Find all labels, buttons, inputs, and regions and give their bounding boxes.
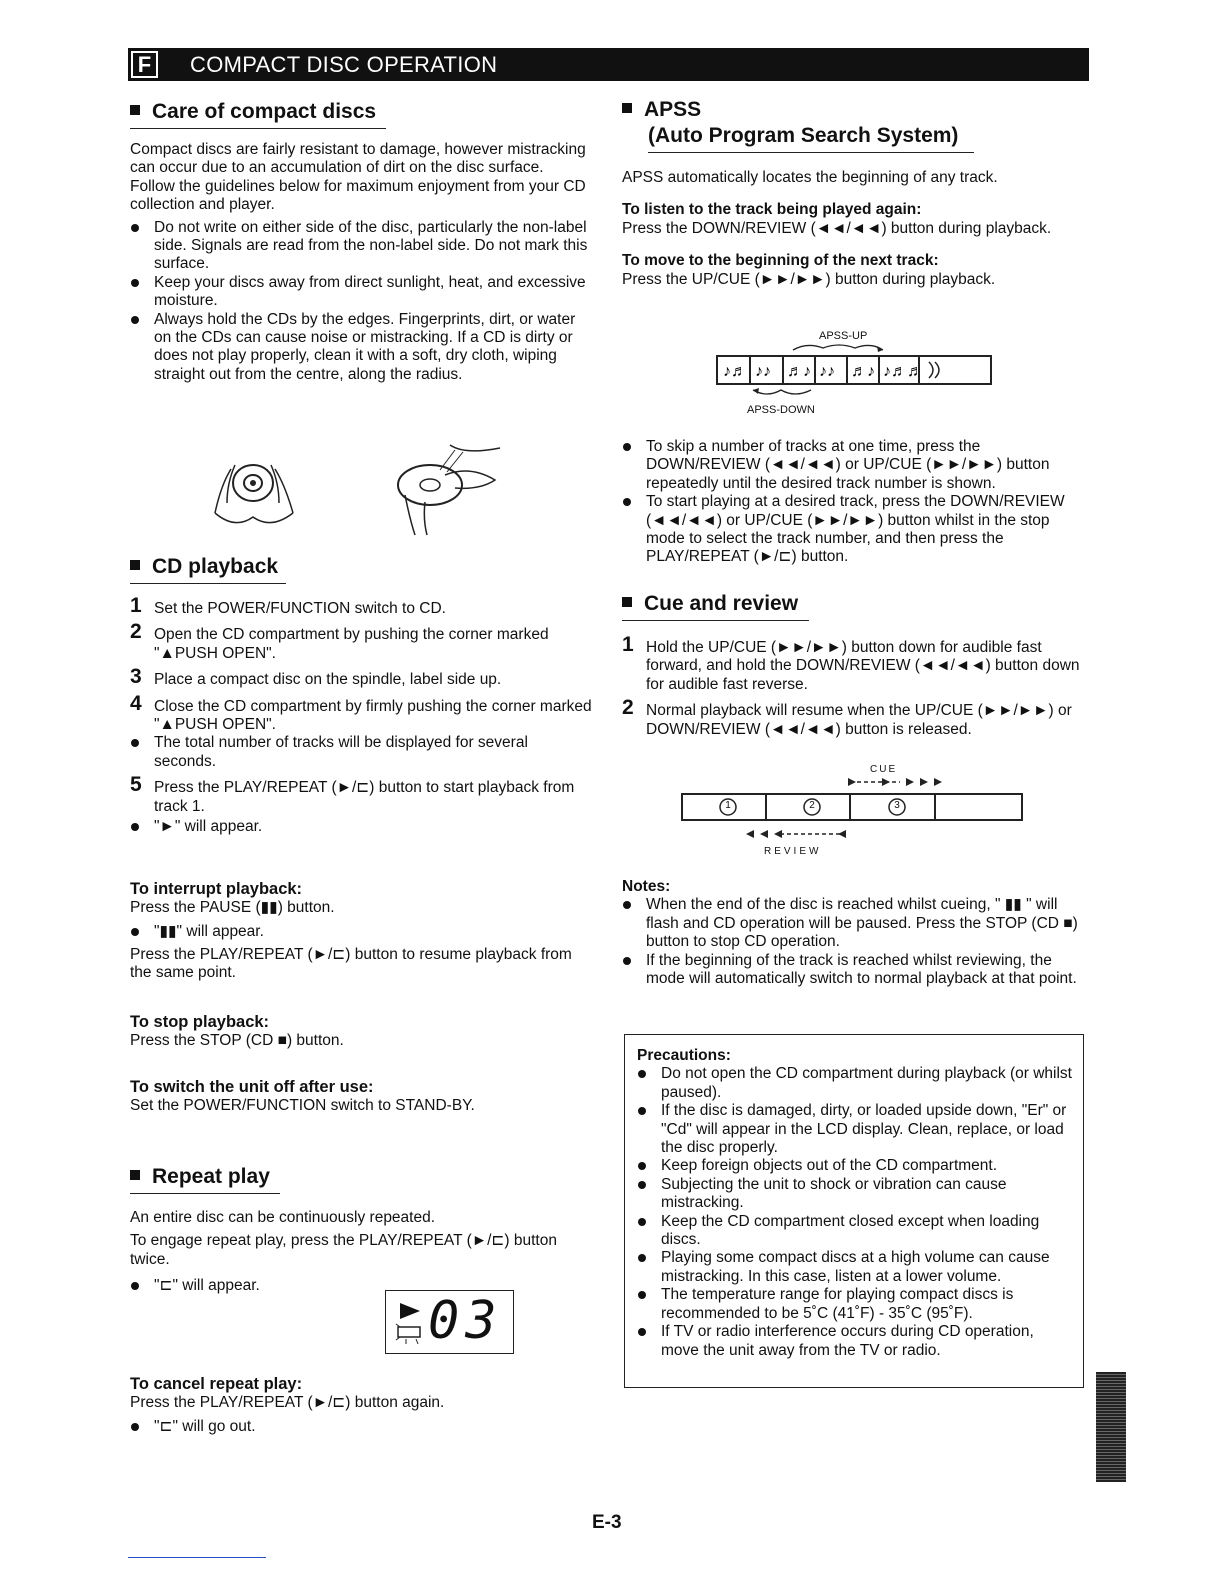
notes-section (622, 878, 1092, 988)
precautions-title: Precautions: (637, 1047, 731, 1064)
apss-section (622, 98, 1092, 289)
switch-off-section (130, 1078, 592, 1115)
playback-heading (130, 555, 592, 584)
cue-step (622, 696, 1092, 739)
notes-bullet: When the end of the disc is reached whilst cueing, " ▮▮ " will flash and CD operation will be paused. Press the STOP (CD ■) button to stop CD operation. (622, 896, 1092, 951)
step-text: Place a compact disc on the spindle, label side up. (154, 671, 502, 689)
step-number: 1 (622, 633, 634, 656)
playback-underline (130, 583, 286, 584)
cue-diagram (680, 762, 1030, 862)
track-number: 1 (725, 800, 731, 811)
cue-section (622, 592, 1092, 739)
svg-text:♪♬♬: ♪♬♬ (883, 363, 923, 380)
cue-heading (622, 592, 1092, 621)
switch-off-title: To switch the unit off after use: (130, 1078, 374, 1096)
care-heading (130, 100, 376, 129)
svg-text:♬♪: ♬♪ (787, 363, 811, 380)
cancel-repeat-title: To cancel repeat play: (130, 1375, 303, 1393)
care-intro-1: Compact discs are fairly resistant to damage, however mistracking can occur due to an accumulation of dirt on the disc surface. (130, 141, 586, 177)
playback-step (130, 594, 592, 618)
cleaning-disc-illustration (385, 440, 515, 540)
heading-square-icon (622, 597, 632, 607)
repeat-indicator-icon (398, 1327, 420, 1337)
track-number: 3 (894, 800, 900, 811)
svg-text:♪♪: ♪♪ (755, 363, 771, 380)
repeat-section (130, 1165, 592, 1296)
apss-title-2: (Auto Program Search System) (648, 124, 959, 147)
playback-bullet: "►" will appear. (130, 818, 592, 836)
page-edge-tab (1096, 1372, 1126, 1482)
interrupt-line-1: Press the PAUSE (▮▮) button. (130, 899, 335, 916)
section-title: COMPACT DISC OPERATION (190, 52, 498, 77)
step-number: 4 (130, 691, 142, 715)
svg-text:♪♬: ♪♬ (723, 363, 747, 380)
precaution-bullet: Do not open the CD compartment during playback (or whilst paused). (637, 1065, 1073, 1102)
svg-text:♪♪: ♪♪ (819, 363, 835, 380)
stop-section (130, 1013, 592, 1050)
apss-intro: APSS automatically locates the beginning of any track. (622, 169, 998, 186)
interrupt-section (130, 880, 592, 983)
switch-off-line: Set the POWER/FUNCTION switch to STAND-BY. (130, 1097, 475, 1114)
section-letter: F (131, 51, 158, 78)
precautions-box (624, 1034, 1084, 1388)
playback-step (130, 773, 592, 816)
cue-step (622, 633, 1092, 694)
cancel-repeat-bullet: "⊏" will go out. (130, 1418, 592, 1436)
heading-square-icon (130, 105, 140, 115)
care-intro-2: Follow the guidelines below for maximum enjoyment from your CD collection and player. (130, 177, 586, 214)
step-text: Normal playback will resume when the UP/CUE (►►/►►) or DOWN/REVIEW (◄◄/◄◄) button is released. (646, 702, 1072, 738)
cancel-repeat-section (130, 1375, 592, 1437)
repeat-underline (130, 1193, 280, 1194)
cue-label: CUE (870, 764, 898, 775)
repeat-heading (130, 1165, 592, 1194)
left-column (130, 100, 592, 384)
cue-diagram-graphic (680, 762, 1030, 862)
step-number: 1 (130, 594, 142, 617)
precaution-bullet: The temperature range for playing compact discs is recommended to be 5˚C (41˚F) - 35˚C (95˚F). (637, 1286, 1073, 1323)
interrupt-line-2: Press the PLAY/REPEAT (►/⊏) button to resume playback from the same point. (130, 945, 572, 982)
apss-again-line: Press the DOWN/REVIEW (◄◄/◄◄) button during playback. (622, 219, 1052, 237)
playback-step (130, 665, 592, 689)
cue-underline (622, 620, 809, 621)
precaution-bullet: Keep foreign objects out of the CD compartment. (637, 1157, 1073, 1175)
step-text: Hold the UP/CUE (►►/►►) button down for audible fast forward, and hold the DOWN/REVIEW (◄◄/◄◄) button down for audible fast reverse. (646, 639, 1080, 693)
section-header-bar (128, 48, 1089, 81)
step-text: Open the CD compartment by pushing the corner marked "▲PUSH OPEN". (154, 626, 549, 662)
precaution-bullet: Subjecting the unit to shock or vibration can cause mistracking. (637, 1176, 1073, 1213)
apss-up-label: APSS-UP (819, 330, 868, 342)
apss-heading (622, 98, 1092, 122)
page-number: E-3 (592, 1512, 622, 1533)
playback-step (130, 691, 592, 735)
heading-square-icon (130, 560, 140, 570)
repeat-title: Repeat play (152, 1165, 270, 1188)
heading-square-icon (622, 103, 632, 113)
step-text: Set the POWER/FUNCTION switch to CD. (154, 600, 446, 617)
repeat-line-1: An entire disc can be continuously repeated. (130, 1209, 436, 1226)
step-number: 3 (130, 665, 142, 689)
notes-bullet: If the beginning of the track is reached whilst reviewing, the mode will automatically switch to normal playback at that point. (622, 952, 1092, 989)
precaution-bullet: If TV or radio interference occurs during CD operation, move the unit away from the TV or radio. (637, 1323, 1073, 1360)
step-number: 2 (130, 620, 142, 644)
care-bullet: Always hold the CDs by the edges. Fingerprints, dirt, or water on the CDs can cause noise or mistracking. If a CD is dirty or does not play properly, clean it with a soft, dry cloth, wiping straight out from the centre, along the radius. (130, 311, 592, 385)
stop-line: Press the STOP (CD ■) button. (130, 1032, 344, 1049)
play-indicator-icon (400, 1303, 420, 1319)
apss-next-line: Press the UP/CUE (►►/►►) button during playback. (622, 270, 996, 288)
interrupt-bullet: "▮▮" will appear. (130, 923, 592, 941)
apss-bullets (622, 438, 1090, 567)
stop-title: To stop playback: (130, 1013, 270, 1031)
footer-rule (128, 1557, 266, 1558)
review-label: REVIEW (764, 846, 822, 857)
hands-holding-disc-illustration (205, 455, 315, 535)
care-bullet: Do not write on either side of the disc, particularly the non-label side. Signals are read from the non-label side. Do not mark this surface. (130, 219, 592, 274)
repeat-bullet: "⊏" will appear. (130, 1277, 592, 1295)
step-number: 2 (622, 696, 634, 720)
precaution-bullet: Keep the CD compartment closed except when loading discs. (637, 1213, 1073, 1250)
apss-underline (648, 152, 974, 153)
apss-down-label: APSS-DOWN (747, 404, 815, 416)
playback-title: CD playback (152, 555, 279, 578)
svg-text:♬♪: ♬♪ (851, 363, 875, 380)
step-number: 5 (130, 773, 142, 797)
cancel-repeat-line: Press the PLAY/REPEAT (►/⊏) button again. (130, 1394, 445, 1411)
notes-title: Notes: (622, 878, 671, 895)
apss-next-title: To move to the beginning of the next track: (622, 252, 939, 270)
repeat-lcd-display (385, 1290, 514, 1354)
apss-title-1: APSS (644, 98, 702, 121)
cd-playback-section (130, 555, 592, 836)
step-text: Press the PLAY/REPEAT (►/⊏) button to start playback from track 1. (154, 779, 575, 815)
repeat-line-2: To engage repeat play, press the PLAY/REPEAT (►/⊏) button twice. (130, 1232, 557, 1268)
apss-again-title: To listen to the track being played again: (622, 201, 922, 219)
step-text: Close the CD compartment by firmly pushing the corner marked "▲PUSH OPEN". (154, 697, 592, 734)
apss-diagram (715, 328, 995, 420)
heading-square-icon (130, 1170, 140, 1180)
interrupt-title: To interrupt playback: (130, 880, 303, 898)
track-number: 2 (809, 800, 815, 811)
lcd-digits: 03 (428, 1291, 503, 1351)
care-title: Care of compact discs (152, 100, 377, 123)
apss-bullet: To skip a number of tracks at one time, press the DOWN/REVIEW (◄◄/◄◄) or UP/CUE (►►/►►) button repeatedly until the desired track number is shown. (622, 438, 1090, 493)
playback-step (130, 620, 592, 663)
cue-title: Cue and review (644, 592, 799, 615)
apss-bullet: To start playing at a desired track, press the DOWN/REVIEW (◄◄/◄◄) or UP/CUE (►►/►►) button whilst in the stop mode to select the track number, and then press the PLAY/REPEAT (►/⊏) button. (622, 493, 1090, 567)
precaution-bullet: If the disc is damaged, dirty, or loaded upside down, "Er" or "Cd" will appear in the LCD display. Clean, replace, or load the disc properly. (637, 1102, 1073, 1157)
care-bullet: Keep your discs away from direct sunlight, heat, and excessive moisture. (130, 274, 592, 311)
playback-bullet: The total number of tracks will be displayed for several seconds. (130, 734, 592, 771)
precaution-bullet: Playing some compact discs at a high volume can cause mistracking. In this case, listen at a lower volume. (637, 1249, 1073, 1286)
